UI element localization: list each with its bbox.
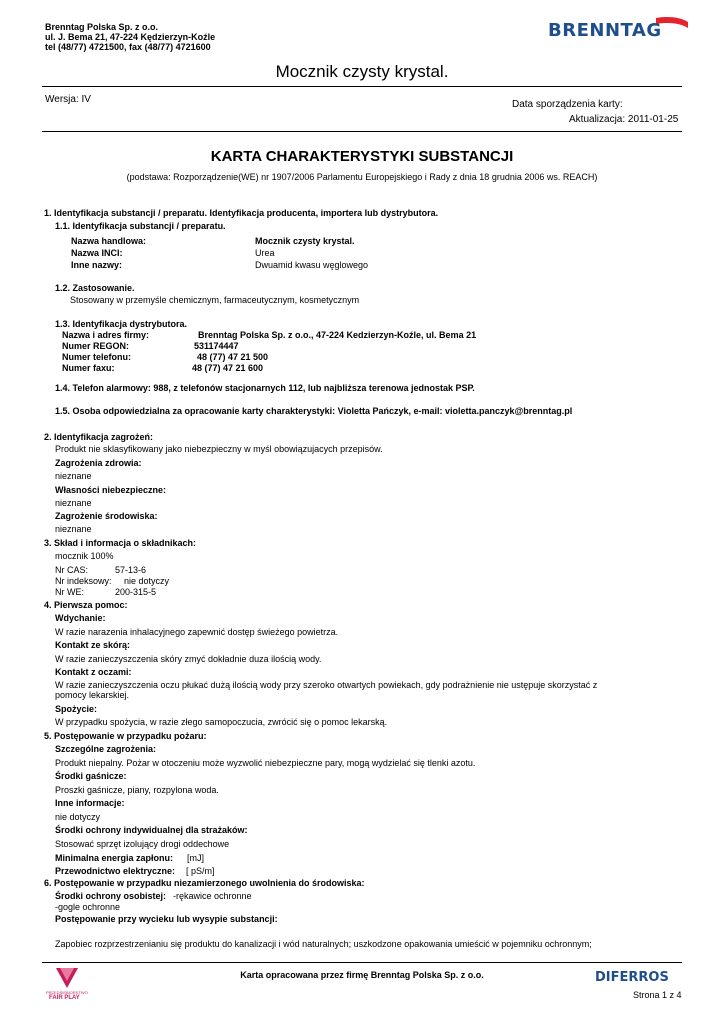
main-title: KARTA CHARAKTERYSTYKI SUBSTANCJI [210, 148, 514, 165]
section-4-heading: 4. Pierwsza pomoc: [44, 600, 128, 610]
hazard-text: Produkt nie sklasyfikowany jako niebezpieczny w myśl obowiązujacych przepisów. [55, 444, 383, 454]
section-1-2-heading: 1.2. Zastosowanie. [55, 283, 135, 293]
version: Wersja: IV [45, 94, 91, 105]
section-5-heading: 5. Postępowanie w przypadku pożaru: [44, 731, 207, 741]
regon-value: 531174447 [194, 341, 239, 351]
firefighter-ppe-label: Środki ochrony indywidualnej dla strażaków: [55, 825, 248, 835]
health-hazard-label: Zagrożenia zdrowia: [55, 458, 142, 468]
min-ignition-energy-value: [mJ] [187, 853, 204, 863]
company-name: Brenntag Polska Sp. z o.o. [45, 22, 159, 32]
health-hazard-value: nieznane [55, 471, 92, 481]
section-6-heading: 6. Postępowanie w przypadku niezamierzonego uwolnienia do środowiska: [44, 878, 365, 888]
extinguishing-text: Proszki gaśnicze, piany, rozpylona woda. [55, 785, 219, 795]
section-1-1-heading: 1.1. Identyfikacja substancji / preparatu. [55, 221, 226, 231]
fair-play-logo: PRZEDSIĘBIORSTWO FAIR PLAY [46, 966, 88, 1002]
spill-procedure-text: Zapobiec rozprzestrzenianiu się produktu do kanalizacji i wód naturalnych; uszkodzone opakowania umieścić w pojemniku ochronnym; [55, 939, 592, 949]
usage-text: Stosowany w przemyśle chemicznym, farmaceutycznym, kosmetycznym [70, 295, 360, 305]
responsible-person: 1.5. Osoba odpowiedzialna za opracowanie karty charakterystyki: Violetta Pańczyk, e-mail: violetta.panczyk@brenntag.pl [55, 406, 573, 416]
spill-procedure-label: Postępowanie przy wycieku lub wysypie substancji: [55, 914, 278, 924]
section-1-3-heading: 1.3. Identyfikacja dystrybutora. [55, 319, 188, 329]
phone-value: 48 (77) 47 21 500 [197, 352, 269, 362]
company-address-value: Brenntag Polska Sp. z o.o., 47-224 Kedzierzyn-Koźle, ul. Bema 21 [198, 330, 477, 340]
eye-contact-text-2: pomocy lekarskiej. [55, 690, 130, 700]
company-phones: tel (48/77) 4721500, fax (48/77) 4721600 [45, 42, 211, 52]
cas-label: Nr CAS: [55, 565, 89, 575]
env-hazard-label: Zagrożenie środowiska: [55, 511, 158, 521]
dangerous-properties-value: nieznane [55, 498, 92, 508]
date-label: Data sporządzenia karty: [512, 99, 623, 110]
min-ignition-energy-label: Minimalna energia zapłonu: [55, 853, 174, 863]
inci-label: Nazwa INCI: [71, 248, 123, 258]
index-value: nie dotyczy [124, 576, 170, 586]
company-address-label: Nazwa i adres firmy: [62, 330, 150, 340]
section-3-heading: 3. Skład i informacja o składnikach: [44, 538, 197, 548]
emergency-phone: 1.4. Telefon alarmowy: 988, z telefonów stacjonarnych 112, lub najbliższa terenowa jednostak PSP. [55, 383, 475, 393]
other-names-label: Inne nazwy: [71, 260, 123, 270]
page-number: Strona 1 z 4 [633, 990, 682, 1000]
subtitle: (podstawa: Rozporządzenie(WE) nr 1907/2006 Parlamentu Europejskiego i Rady z dnia 18 grudnia 2006 ws. REACH) [126, 172, 598, 182]
other-info-label: Inne informacje: [55, 798, 125, 808]
regon-label: Numer REGON: [62, 341, 130, 351]
cas-value: 57-13-6 [115, 565, 147, 575]
personal-protection-value-1: -rękawice ochronne [173, 891, 252, 901]
inhalation-label: Wdychanie: [55, 613, 106, 623]
eye-contact-text-1: W razie zanieczyszczenia oczu płukać dużą ilością wody przy szeroko otwartych powiekach, gdy podrażnienie nie ustępuje skorzystać z [55, 680, 598, 690]
skin-contact-text: W razie zanieczyszczenia skóry zmyć dokładnie duza ilością wody. [55, 654, 322, 664]
other-names-value: Dwuamid kwasu węglowego [255, 260, 369, 270]
eye-contact-label: Kontakt z oczami: [55, 667, 132, 677]
other-info-text: nie dotyczy [55, 812, 101, 822]
prepared-by: Karta opracowana przez firmę Brenntag Polska Sp. z o.o. [240, 970, 484, 980]
personal-protection-value-2: -gogle ochronne [55, 902, 121, 912]
extinguishing-label: Środki gaśnicze: [55, 771, 127, 781]
skin-contact-label: Kontakt ze skórą: [55, 640, 131, 650]
we-label: Nr WE: [55, 587, 84, 597]
dangerous-properties-label: Własności niebezpieczne: [55, 485, 167, 495]
inhalation-text: W razie narazenia inhalacyjnego zapewnić dostęp świeżego powietrza. [55, 627, 339, 637]
env-hazard-value: nieznane [55, 524, 92, 534]
brenntag-logo: BRENNTAG [548, 14, 688, 48]
fax-label: Numer faxu: [62, 363, 115, 373]
phone-label: Numer telefonu: [62, 352, 132, 362]
section-2-heading: 2. Identyfikacja zagrożeń: [44, 432, 154, 442]
fax-value: 48 (77) 47 21 600 [192, 363, 264, 373]
composition: mocznik 100% [55, 551, 114, 561]
we-value: 200-315-5 [115, 587, 157, 597]
diferros-logo: DIFERROS [595, 970, 669, 985]
ingestion-text: W przypadku spożycia, w razie złego samopoczucia, zwrócić się o pomoc lekarską. [55, 717, 388, 727]
index-label: Nr indeksowy: [55, 576, 112, 586]
inci-value: Urea [255, 248, 275, 258]
firefighter-ppe-text: Stosować sprzęt izolujący drogi oddechowe [55, 839, 230, 849]
conductivity-label: Przewodnictwo elektryczne: [55, 866, 176, 876]
conductivity-value: [ pS/m] [186, 866, 215, 876]
trade-name-value: Mocznik czysty krystal. [255, 236, 355, 246]
special-hazards-text: Produkt niepalny. Pożar w otoczeniu może wyzwolić niebezpieczne pary, mogą wydzielać się tlenki azotu. [55, 758, 476, 768]
section-1-heading: 1. Identyfikacja substancji / preparatu. Identyfikacja producenta, importera lub dystrybutora. [44, 208, 439, 218]
company-address: ul. J. Bema 21, 47-224 Kędzierzyn-Koźle [45, 32, 216, 42]
update-date: Aktualizacja: 2011-01-25 [569, 114, 679, 125]
special-hazards-label: Szczególne zagrożenia: [55, 744, 157, 754]
ingestion-label: Spożycie: [55, 704, 98, 714]
personal-protection-label: Środki ochrony osobistej: [55, 891, 167, 901]
document-title: Mocznik czysty krystal. [275, 62, 449, 81]
trade-name-label: Nazwa handlowa: [71, 236, 147, 246]
